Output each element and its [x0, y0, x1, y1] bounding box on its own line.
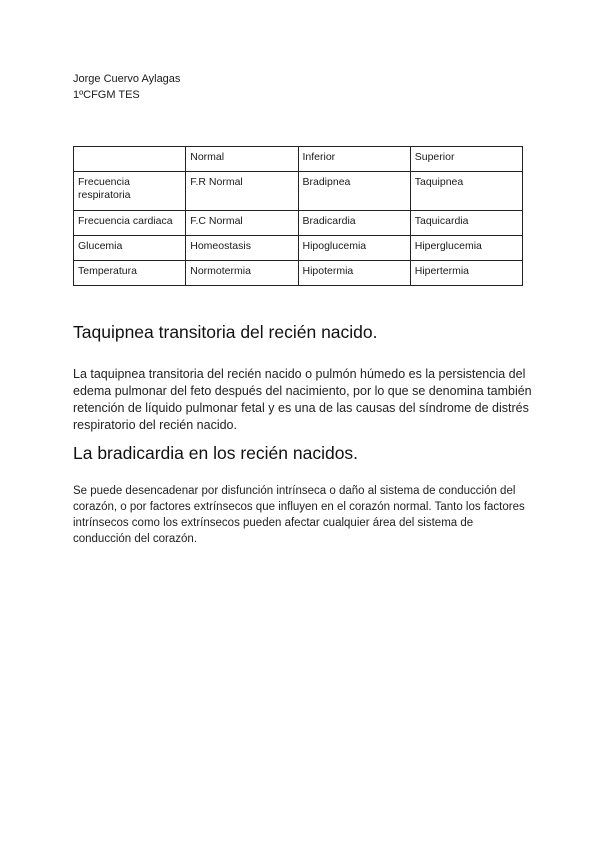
section-text-taquipnea: La taquipnea transitoria del recién nacido o pulmón húmedo es la persistencia del edema pulmonar del feto después del nacimiento, por lo que se denomina también retención de líquido pulmonar fetal y es una de las causas del síndrome de distrés respiratorio del recién nacido.	[73, 367, 532, 432]
document-header	[73, 71, 180, 103]
vital-signs-table	[73, 146, 523, 286]
table-cell: F.R Normal	[186, 172, 298, 211]
table-cell: Bradicardia	[298, 211, 410, 236]
table-row	[74, 261, 523, 286]
table-cell: Taquipnea	[410, 172, 522, 211]
table-header-cell: Normal	[186, 147, 298, 172]
table-row	[74, 236, 523, 261]
table-header-cell	[74, 147, 186, 172]
table-cell: Frecuencia respiratoria	[74, 172, 186, 211]
table-row	[74, 172, 523, 211]
table-cell: Frecuencia cardiaca	[74, 211, 186, 236]
author-name: Jorge Cuervo Aylagas	[73, 73, 181, 85]
course-name: 1ºCFGM TES	[73, 89, 140, 101]
table-header-row	[74, 147, 523, 172]
table-cell: Bradipnea	[298, 172, 410, 211]
table-header-cell: Inferior	[298, 147, 410, 172]
section-title-bradicardia: La bradicardia en los recién nacidos.	[73, 443, 359, 463]
table-cell: Hipotermia	[298, 261, 410, 286]
table-cell: Hiperglucemia	[410, 236, 522, 261]
table-cell: Taquicardia	[410, 211, 522, 236]
table-cell: Temperatura	[74, 261, 186, 286]
table-cell: Homeostasis	[186, 236, 298, 261]
table-cell: F.C Normal	[186, 211, 298, 236]
table-cell: Hipoglucemia	[298, 236, 410, 261]
section-text-bradicardia: Se puede desencadenar por disfunción intrínseca o daño al sistema de conducción del corazón, o por factores extrínsecos que influyen en el corazón normal. Tanto los factores intrínsecos como los extrínsecos pueden afectar cualquier área del sistema de conducción del corazón.	[73, 485, 525, 545]
table-header-cell: Superior	[410, 147, 522, 172]
table-cell: Glucemia	[74, 236, 186, 261]
table-row	[74, 211, 523, 236]
section-title-taquipnea: Taquipnea transitoria del recién nacido.	[73, 322, 378, 342]
table-cell: Normotermia	[186, 261, 298, 286]
table-cell: Hipertermia	[410, 261, 522, 286]
